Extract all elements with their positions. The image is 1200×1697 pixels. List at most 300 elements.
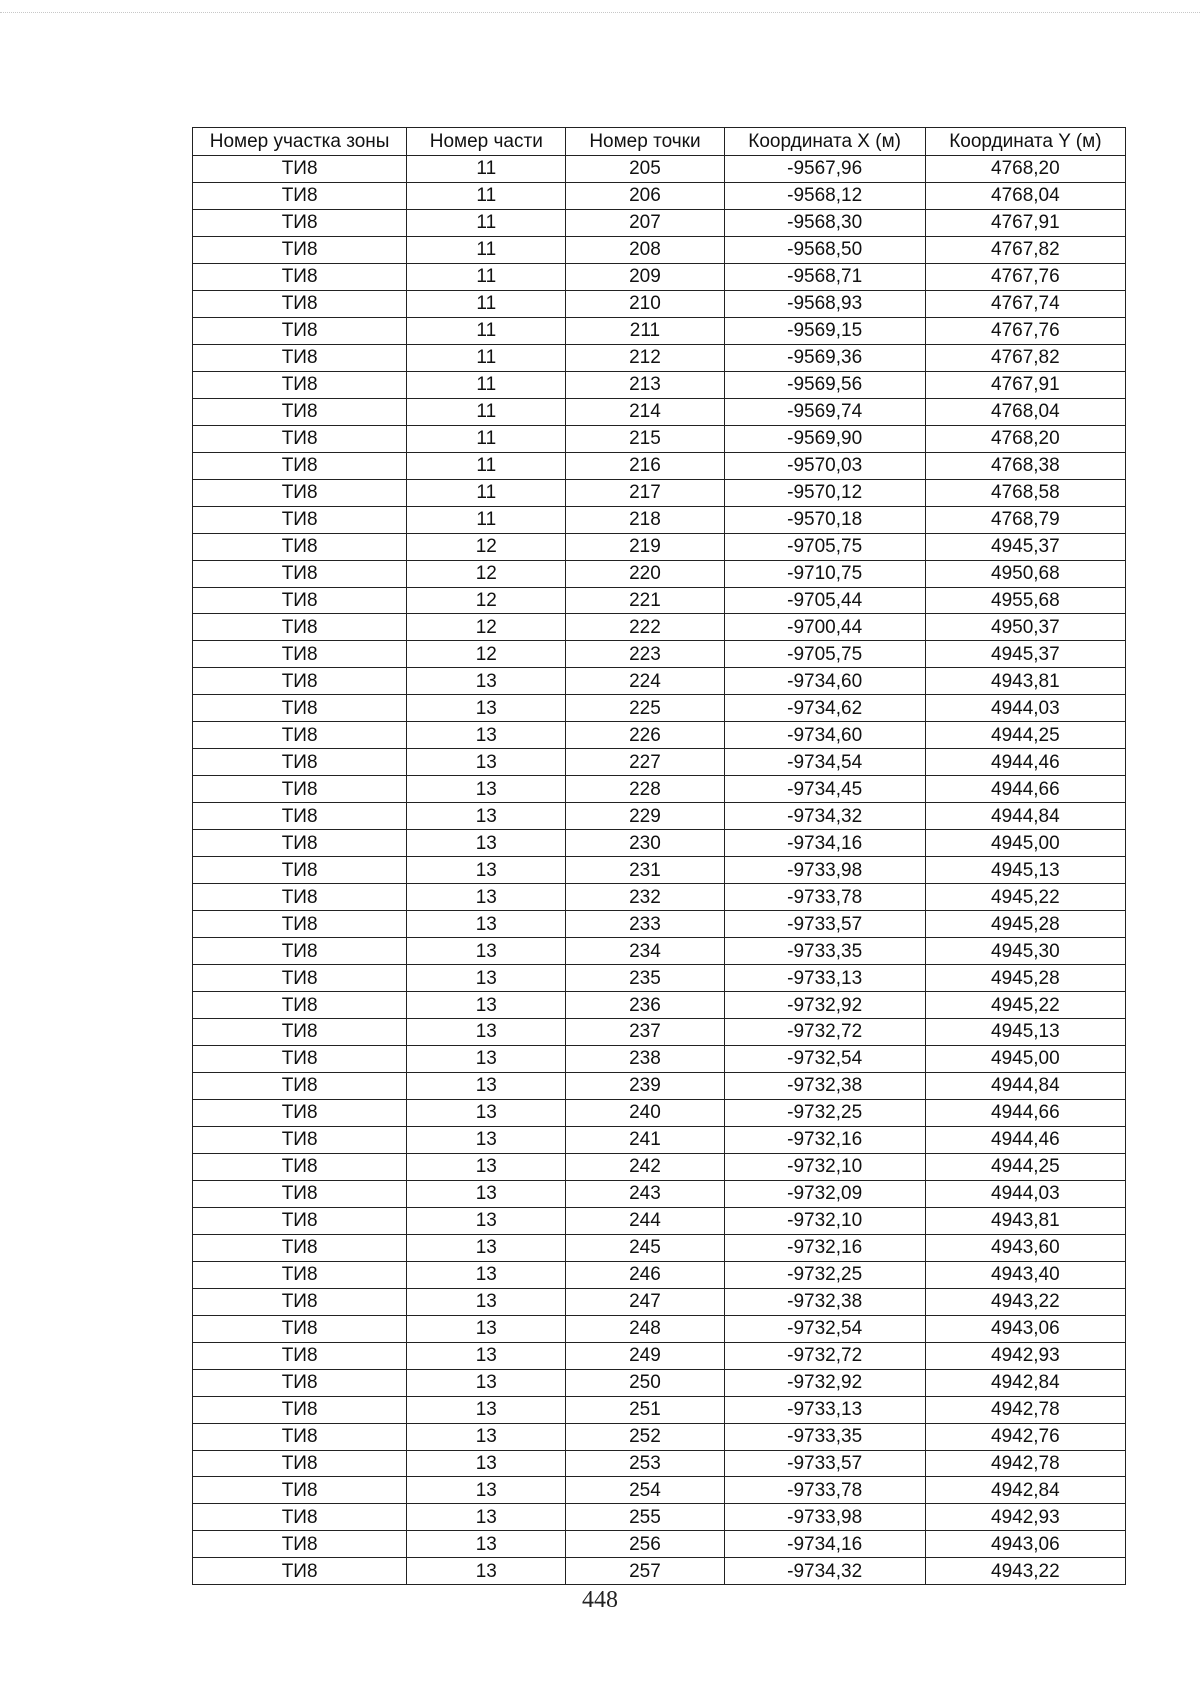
coordinate-y-cell: 4945,30 — [925, 938, 1125, 965]
coordinate-y-cell: 4942,78 — [925, 1450, 1125, 1477]
coordinate-y-cell: 4944,03 — [925, 695, 1125, 722]
part-number-cell: 13 — [407, 884, 566, 911]
point-number-cell: 234 — [566, 938, 724, 965]
part-number-cell: 13 — [407, 1342, 566, 1369]
coordinate-x-cell: -9705,75 — [724, 533, 925, 560]
coordinate-x-cell: -9734,54 — [724, 749, 925, 776]
coordinate-y-cell: 4944,46 — [925, 749, 1125, 776]
zone-number-cell: ТИ8 — [193, 884, 407, 911]
part-number-cell: 11 — [407, 452, 566, 479]
point-number-cell: 205 — [566, 156, 724, 183]
point-number-cell: 253 — [566, 1450, 724, 1477]
coordinate-x-cell: -9570,03 — [724, 452, 925, 479]
part-number-cell: 12 — [407, 614, 566, 641]
coordinate-x-cell: -9734,16 — [724, 830, 925, 857]
zone-number-cell: ТИ8 — [193, 1369, 407, 1396]
table-row — [193, 560, 1126, 587]
part-number-cell: 13 — [407, 1234, 566, 1261]
point-number-cell: 226 — [566, 722, 724, 749]
coordinate-x-cell: -9705,75 — [724, 641, 925, 668]
coordinate-y-cell: 4944,25 — [925, 722, 1125, 749]
part-number-cell: 12 — [407, 641, 566, 668]
coordinate-y-cell: 4943,22 — [925, 1558, 1125, 1585]
table-row — [193, 506, 1126, 533]
part-number-cell: 13 — [407, 1315, 566, 1342]
coordinate-x-cell: -9732,16 — [724, 1126, 925, 1153]
coordinate-y-cell: 4767,91 — [925, 209, 1125, 236]
coordinate-x-cell: -9732,25 — [724, 1099, 925, 1126]
point-number-cell: 219 — [566, 533, 724, 560]
coordinate-x-cell: -9569,90 — [724, 425, 925, 452]
zone-number-cell: ТИ8 — [193, 830, 407, 857]
point-number-cell: 254 — [566, 1477, 724, 1504]
coordinate-x-cell: -9568,93 — [724, 290, 925, 317]
coordinate-x-cell: -9732,38 — [724, 1072, 925, 1099]
point-number-cell: 213 — [566, 371, 724, 398]
zone-number-cell: ТИ8 — [193, 398, 407, 425]
table-row — [193, 1531, 1126, 1558]
zone-number-cell: ТИ8 — [193, 236, 407, 263]
zone-number-cell: ТИ8 — [193, 1450, 407, 1477]
coordinate-y-cell: 4944,66 — [925, 1099, 1125, 1126]
coordinate-x-cell: -9732,16 — [724, 1234, 925, 1261]
part-number-cell: 13 — [407, 668, 566, 695]
zone-number-cell: ТИ8 — [193, 371, 407, 398]
coordinate-x-cell: -9567,96 — [724, 156, 925, 183]
coordinate-x-cell: -9733,35 — [724, 1423, 925, 1450]
part-number-cell: 11 — [407, 506, 566, 533]
point-number-cell: 220 — [566, 560, 724, 587]
table-row — [193, 182, 1126, 209]
coordinate-y-cell: 4942,93 — [925, 1342, 1125, 1369]
coordinate-x-cell: -9710,75 — [724, 560, 925, 587]
coordinate-y-cell: 4943,06 — [925, 1531, 1125, 1558]
table-row — [193, 1315, 1126, 1342]
table-row — [193, 749, 1126, 776]
zone-number-cell: ТИ8 — [193, 1342, 407, 1369]
table-row — [193, 290, 1126, 317]
page-number: 448 — [582, 1587, 618, 1613]
coordinate-y-cell: 4767,74 — [925, 290, 1125, 317]
zone-number-cell: ТИ8 — [193, 479, 407, 506]
point-number-cell: 224 — [566, 668, 724, 695]
coordinate-y-cell: 4945,37 — [925, 533, 1125, 560]
part-number-cell: 13 — [407, 1504, 566, 1531]
point-number-cell: 222 — [566, 614, 724, 641]
part-number-cell: 11 — [407, 398, 566, 425]
table-row — [193, 452, 1126, 479]
point-number-cell: 249 — [566, 1342, 724, 1369]
coordinate-x-cell: -9568,71 — [724, 263, 925, 290]
zone-number-cell: ТИ8 — [193, 1477, 407, 1504]
part-number-cell: 13 — [407, 1072, 566, 1099]
part-number-cell: 11 — [407, 263, 566, 290]
point-number-cell: 236 — [566, 992, 724, 1019]
point-number-cell: 207 — [566, 209, 724, 236]
point-number-cell: 242 — [566, 1153, 724, 1180]
coordinate-y-cell: 4768,58 — [925, 479, 1125, 506]
table-row — [193, 1288, 1126, 1315]
coordinate-y-cell: 4768,20 — [925, 425, 1125, 452]
zone-number-cell: ТИ8 — [193, 911, 407, 938]
coordinate-y-cell: 4943,81 — [925, 668, 1125, 695]
table-row — [193, 1396, 1126, 1423]
part-number-cell: 11 — [407, 182, 566, 209]
point-number-cell: 238 — [566, 1045, 724, 1072]
part-number-cell: 13 — [407, 1180, 566, 1207]
zone-number-cell: ТИ8 — [193, 1045, 407, 1072]
zone-number-cell: ТИ8 — [193, 1423, 407, 1450]
coordinate-x-cell: -9733,57 — [724, 1450, 925, 1477]
point-number-cell: 230 — [566, 830, 724, 857]
part-number-cell: 13 — [407, 1045, 566, 1072]
coordinate-x-cell: -9733,98 — [724, 1504, 925, 1531]
coordinate-x-cell: -9733,13 — [724, 1396, 925, 1423]
table-row — [193, 722, 1126, 749]
table-row — [193, 1019, 1126, 1046]
point-number-cell: 247 — [566, 1288, 724, 1315]
point-number-cell: 210 — [566, 290, 724, 317]
table-row — [193, 344, 1126, 371]
zone-number-cell: ТИ8 — [193, 1207, 407, 1234]
coordinate-y-cell: 4950,37 — [925, 614, 1125, 641]
table-row — [193, 1423, 1126, 1450]
coordinate-y-cell: 4945,13 — [925, 857, 1125, 884]
coordinate-x-cell: -9734,62 — [724, 695, 925, 722]
table-row — [193, 1180, 1126, 1207]
table-row — [193, 1261, 1126, 1288]
zone-number-cell: ТИ8 — [193, 1531, 407, 1558]
zone-number-cell: ТИ8 — [193, 1504, 407, 1531]
table-row — [193, 614, 1126, 641]
point-number-cell: 223 — [566, 641, 724, 668]
part-number-cell: 13 — [407, 1396, 566, 1423]
point-number-cell: 252 — [566, 1423, 724, 1450]
table-row — [193, 1342, 1126, 1369]
zone-number-cell: ТИ8 — [193, 668, 407, 695]
zone-number-cell: ТИ8 — [193, 533, 407, 560]
part-number-cell: 11 — [407, 371, 566, 398]
coordinate-y-cell: 4942,84 — [925, 1477, 1125, 1504]
table-row — [193, 236, 1126, 263]
coordinate-y-cell: 4943,40 — [925, 1261, 1125, 1288]
table-row — [193, 533, 1126, 560]
coordinate-y-cell: 4943,81 — [925, 1207, 1125, 1234]
table-row — [193, 371, 1126, 398]
point-number-cell: 241 — [566, 1126, 724, 1153]
point-number-cell: 211 — [566, 317, 724, 344]
coordinate-x-cell: -9732,09 — [724, 1180, 925, 1207]
zone-number-cell: ТИ8 — [193, 425, 407, 452]
zone-number-cell: ТИ8 — [193, 1234, 407, 1261]
point-number-cell: 251 — [566, 1396, 724, 1423]
part-number-cell: 13 — [407, 992, 566, 1019]
coordinate-y-cell: 4767,76 — [925, 317, 1125, 344]
table-row — [193, 479, 1126, 506]
table-row — [193, 1234, 1126, 1261]
coordinate-x-cell: -9732,92 — [724, 1369, 925, 1396]
part-number-cell: 11 — [407, 209, 566, 236]
table-row — [193, 587, 1126, 614]
part-number-cell: 13 — [407, 1019, 566, 1046]
table-row — [193, 641, 1126, 668]
point-number-cell: 209 — [566, 263, 724, 290]
zone-number-cell: ТИ8 — [193, 317, 407, 344]
table-row — [193, 1369, 1126, 1396]
coordinate-x-cell: -9733,78 — [724, 884, 925, 911]
coordinate-y-cell: 4943,06 — [925, 1315, 1125, 1342]
coordinate-y-cell: 4767,82 — [925, 344, 1125, 371]
coordinate-x-cell: -9732,25 — [724, 1261, 925, 1288]
coordinate-x-cell: -9733,35 — [724, 938, 925, 965]
part-number-cell: 11 — [407, 290, 566, 317]
coordinate-x-cell: -9569,56 — [724, 371, 925, 398]
zone-number-cell: ТИ8 — [193, 506, 407, 533]
coordinate-x-cell: -9734,60 — [724, 668, 925, 695]
coordinate-y-cell: 4944,84 — [925, 1072, 1125, 1099]
coordinate-y-cell: 4942,84 — [925, 1369, 1125, 1396]
coordinate-x-cell: -9732,10 — [724, 1153, 925, 1180]
table-row — [193, 1045, 1126, 1072]
zone-number-cell: ТИ8 — [193, 641, 407, 668]
zone-number-cell: ТИ8 — [193, 803, 407, 830]
point-number-cell: 233 — [566, 911, 724, 938]
point-number-cell: 215 — [566, 425, 724, 452]
table-row — [193, 1207, 1126, 1234]
zone-number-cell: ТИ8 — [193, 749, 407, 776]
point-number-cell: 231 — [566, 857, 724, 884]
table-row — [193, 830, 1126, 857]
point-number-cell: 216 — [566, 452, 724, 479]
point-number-cell: 240 — [566, 1099, 724, 1126]
point-number-cell: 246 — [566, 1261, 724, 1288]
part-number-cell: 11 — [407, 236, 566, 263]
part-number-cell: 13 — [407, 1531, 566, 1558]
coordinate-y-cell: 4943,60 — [925, 1234, 1125, 1261]
part-number-cell: 13 — [407, 938, 566, 965]
zone-number-cell: ТИ8 — [193, 182, 407, 209]
table-row — [193, 156, 1126, 183]
part-number-cell: 13 — [407, 695, 566, 722]
part-number-cell: 13 — [407, 1288, 566, 1315]
part-number-cell: 12 — [407, 587, 566, 614]
table-row — [193, 857, 1126, 884]
zone-number-cell: ТИ8 — [193, 965, 407, 992]
coordinate-x-cell: -9568,12 — [724, 182, 925, 209]
coordinate-y-cell: 4945,22 — [925, 992, 1125, 1019]
coordinate-x-cell: -9732,38 — [724, 1288, 925, 1315]
part-number-cell: 13 — [407, 1423, 566, 1450]
table-row — [193, 1153, 1126, 1180]
coordinate-y-cell: 4768,04 — [925, 182, 1125, 209]
point-number-cell: 217 — [566, 479, 724, 506]
coordinate-x-cell: -9568,50 — [724, 236, 925, 263]
coordinate-y-cell: 4768,79 — [925, 506, 1125, 533]
zone-number-cell: ТИ8 — [193, 344, 407, 371]
point-number-cell: 225 — [566, 695, 724, 722]
coordinate-x-cell: -9568,30 — [724, 209, 925, 236]
table-row — [193, 695, 1126, 722]
zone-number-cell: ТИ8 — [193, 695, 407, 722]
part-number-cell: 13 — [407, 803, 566, 830]
coordinate-y-cell: 4767,91 — [925, 371, 1125, 398]
coordinate-x-cell: -9733,78 — [724, 1477, 925, 1504]
coordinate-x-cell: -9732,10 — [724, 1207, 925, 1234]
zone-number-cell: ТИ8 — [193, 560, 407, 587]
table-row — [193, 884, 1126, 911]
coordinate-x-cell: -9734,32 — [724, 803, 925, 830]
point-number-cell: 237 — [566, 1019, 724, 1046]
table-row — [193, 1504, 1126, 1531]
zone-number-cell: ТИ8 — [193, 1558, 407, 1585]
table-row — [193, 317, 1126, 344]
coordinate-y-cell: 4944,84 — [925, 803, 1125, 830]
point-number-cell: 256 — [566, 1531, 724, 1558]
point-number-cell: 244 — [566, 1207, 724, 1234]
zone-number-cell: ТИ8 — [193, 938, 407, 965]
table-row — [193, 425, 1126, 452]
coordinate-y-cell: 4945,00 — [925, 1045, 1125, 1072]
point-number-cell: 229 — [566, 803, 724, 830]
coordinate-x-cell: -9570,12 — [724, 479, 925, 506]
zone-number-cell: ТИ8 — [193, 156, 407, 183]
coordinate-x-cell: -9569,15 — [724, 317, 925, 344]
part-number-cell: 11 — [407, 344, 566, 371]
table-row — [193, 1558, 1126, 1585]
zone-number-cell: ТИ8 — [193, 1153, 407, 1180]
zone-number-cell: ТИ8 — [193, 1315, 407, 1342]
point-number-cell: 206 — [566, 182, 724, 209]
point-number-cell: 239 — [566, 1072, 724, 1099]
part-number-cell: 13 — [407, 722, 566, 749]
part-number-cell: 13 — [407, 1153, 566, 1180]
table-row — [193, 776, 1126, 803]
zone-number-cell: ТИ8 — [193, 992, 407, 1019]
coordinate-x-cell: -9732,54 — [724, 1315, 925, 1342]
coordinate-y-cell: 4944,46 — [925, 1126, 1125, 1153]
coordinate-x-cell: -9733,13 — [724, 965, 925, 992]
coordinate-y-cell: 4945,28 — [925, 965, 1125, 992]
part-number-cell: 11 — [407, 425, 566, 452]
point-number-cell: 243 — [566, 1180, 724, 1207]
header-zone-number: Номер участка зоны — [193, 128, 407, 156]
coordinate-y-cell: 4945,28 — [925, 911, 1125, 938]
coordinate-y-cell: 4768,38 — [925, 452, 1125, 479]
coordinate-y-cell: 4945,00 — [925, 830, 1125, 857]
coordinate-y-cell: 4942,78 — [925, 1396, 1125, 1423]
coordinate-y-cell: 4767,76 — [925, 263, 1125, 290]
header-part-number: Номер части — [407, 128, 566, 156]
table-row — [193, 398, 1126, 425]
part-number-cell: 13 — [407, 857, 566, 884]
table-row — [193, 1072, 1126, 1099]
zone-number-cell: ТИ8 — [193, 1396, 407, 1423]
table-row — [193, 1099, 1126, 1126]
table-row — [193, 965, 1126, 992]
coordinate-y-cell: 4944,25 — [925, 1153, 1125, 1180]
part-number-cell: 13 — [407, 965, 566, 992]
coordinate-y-cell: 4944,03 — [925, 1180, 1125, 1207]
coordinate-x-cell: -9733,98 — [724, 857, 925, 884]
zone-number-cell: ТИ8 — [193, 857, 407, 884]
part-number-cell: 13 — [407, 1450, 566, 1477]
table-row — [193, 938, 1126, 965]
table-row — [193, 1126, 1126, 1153]
table-row — [193, 992, 1126, 1019]
part-number-cell: 11 — [407, 317, 566, 344]
coordinate-y-cell: 4942,76 — [925, 1423, 1125, 1450]
part-number-cell: 13 — [407, 1477, 566, 1504]
coordinate-y-cell: 4942,93 — [925, 1504, 1125, 1531]
point-number-cell: 257 — [566, 1558, 724, 1585]
zone-number-cell: ТИ8 — [193, 587, 407, 614]
coordinate-x-cell: -9569,74 — [724, 398, 925, 425]
table-row — [193, 911, 1126, 938]
point-number-cell: 212 — [566, 344, 724, 371]
coordinate-y-cell: 4944,66 — [925, 776, 1125, 803]
coordinate-x-cell: -9732,54 — [724, 1045, 925, 1072]
zone-number-cell: ТИ8 — [193, 722, 407, 749]
zone-number-cell: ТИ8 — [193, 1019, 407, 1046]
part-number-cell: 13 — [407, 1207, 566, 1234]
coordinate-y-cell: 4945,13 — [925, 1019, 1125, 1046]
coordinate-x-cell: -9734,45 — [724, 776, 925, 803]
coordinate-y-cell: 4955,68 — [925, 587, 1125, 614]
part-number-cell: 13 — [407, 1369, 566, 1396]
coordinate-x-cell: -9569,36 — [724, 344, 925, 371]
point-number-cell: 235 — [566, 965, 724, 992]
coordinate-x-cell: -9734,16 — [724, 1531, 925, 1558]
point-number-cell: 214 — [566, 398, 724, 425]
coordinate-x-cell: -9734,60 — [724, 722, 925, 749]
zone-number-cell: ТИ8 — [193, 1288, 407, 1315]
part-number-cell: 13 — [407, 1558, 566, 1585]
point-number-cell: 248 — [566, 1315, 724, 1342]
table-row — [193, 668, 1126, 695]
zone-number-cell: ТИ8 — [193, 263, 407, 290]
part-number-cell: 13 — [407, 1099, 566, 1126]
zone-number-cell: ТИ8 — [193, 452, 407, 479]
coordinate-y-cell: 4768,04 — [925, 398, 1125, 425]
point-number-cell: 208 — [566, 236, 724, 263]
part-number-cell: 12 — [407, 533, 566, 560]
table-header — [193, 128, 1126, 156]
table-row — [193, 209, 1126, 236]
part-number-cell: 13 — [407, 830, 566, 857]
coordinate-y-cell: 4768,20 — [925, 156, 1125, 183]
point-number-cell: 227 — [566, 749, 724, 776]
part-number-cell: 13 — [407, 1261, 566, 1288]
coordinate-y-cell: 4943,22 — [925, 1288, 1125, 1315]
header-point-number: Номер точки — [566, 128, 724, 156]
coordinate-x-cell: -9732,72 — [724, 1019, 925, 1046]
scan-top-edge — [0, 12, 1200, 13]
part-number-cell: 11 — [407, 156, 566, 183]
table-row — [193, 263, 1126, 290]
header-coordinate-x: Координата X (м) — [724, 128, 925, 156]
header-coordinate-y: Координата Y (м) — [925, 128, 1125, 156]
part-number-cell: 13 — [407, 911, 566, 938]
table-row — [193, 1450, 1126, 1477]
zone-number-cell: ТИ8 — [193, 290, 407, 317]
coordinate-y-cell: 4950,68 — [925, 560, 1125, 587]
point-number-cell: 232 — [566, 884, 724, 911]
zone-number-cell: ТИ8 — [193, 1180, 407, 1207]
part-number-cell: 13 — [407, 776, 566, 803]
coordinate-y-cell: 4945,37 — [925, 641, 1125, 668]
point-number-cell: 250 — [566, 1369, 724, 1396]
zone-number-cell: ТИ8 — [193, 776, 407, 803]
